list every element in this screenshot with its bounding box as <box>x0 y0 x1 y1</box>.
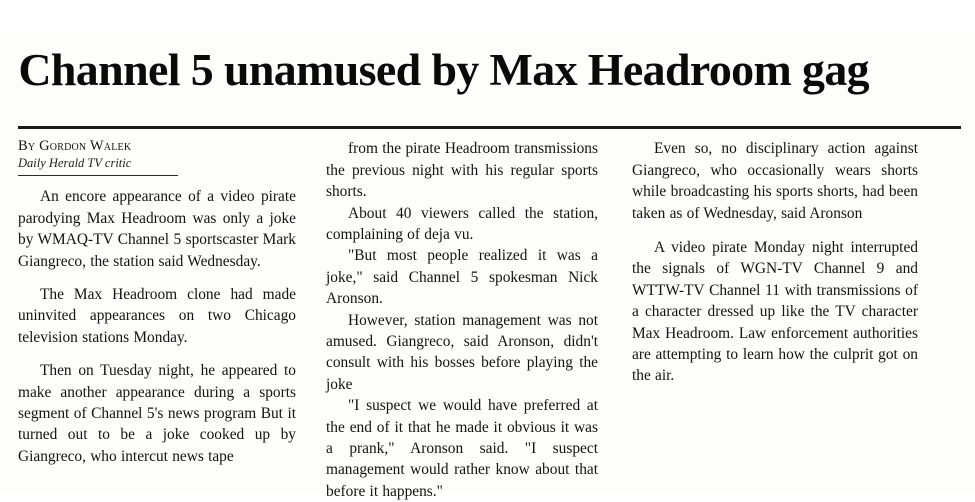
paragraph: "I suspect we would have preferred at the end of it that he made it obvious it was a prank," Aronson said. "I suspect management would rather know about that before it happens." <box>326 397 598 500</box>
newspaper-clipping <box>0 30 975 500</box>
paragraph: A video pirate Monday night interrupted the signals of WGN-TV Channel 9 and WTTW-TV Channel 11 with transmissions of a character dressed up like the TV character Max Headroom. Law enforcement authorities are attempting to learn how the culprit got on the air. <box>632 238 918 385</box>
column-one <box>18 138 318 502</box>
paragraph: However, station management was not amused. Giangreco, said Aronson, didn't consult with his bosses before playing the joke <box>326 311 598 393</box>
column-two <box>318 138 618 502</box>
byline-author: By Gordon Walek <box>18 138 132 155</box>
paragraph: The Max Headroom clone had made uninvited appearances on two Chicago television stations Monday. <box>18 285 296 346</box>
paragraph: About 40 viewers called the station, complaining of deja vu. <box>326 204 598 243</box>
paragraph: An encore appearance of a video pirate parodying Max Headroom was only a joke by WMAQ-TV Channel 5 sportscaster Mark Giangreco, the station said Wednesday. <box>18 188 296 270</box>
column-three <box>618 138 918 502</box>
paragraph: Even so, no disciplinary action against Giangreco, who occasionally wears shorts while broadcasting his sports shorts, had been taken as of Wednesday, said Aronson <box>632 140 918 222</box>
byline-divider <box>18 175 178 176</box>
paragraph: "But most people realized it was a joke," said Channel 5 spokesman Nick Aronson. <box>326 247 598 308</box>
page-title: Channel 5 unamused by Max Headroom gag <box>18 45 870 96</box>
paragraph: from the pirate Headroom transmissions the previous night with his regular sports shorts. <box>326 140 598 201</box>
paragraph: Then on Tuesday night, he appeared to make another appearance during a sports segment of Channel 5's news program But it turned out to be a joke cooked up by Giangreco, who intercut news tape <box>18 362 296 465</box>
byline-title: Daily Herald TV critic <box>18 156 132 171</box>
article-columns <box>0 129 975 502</box>
